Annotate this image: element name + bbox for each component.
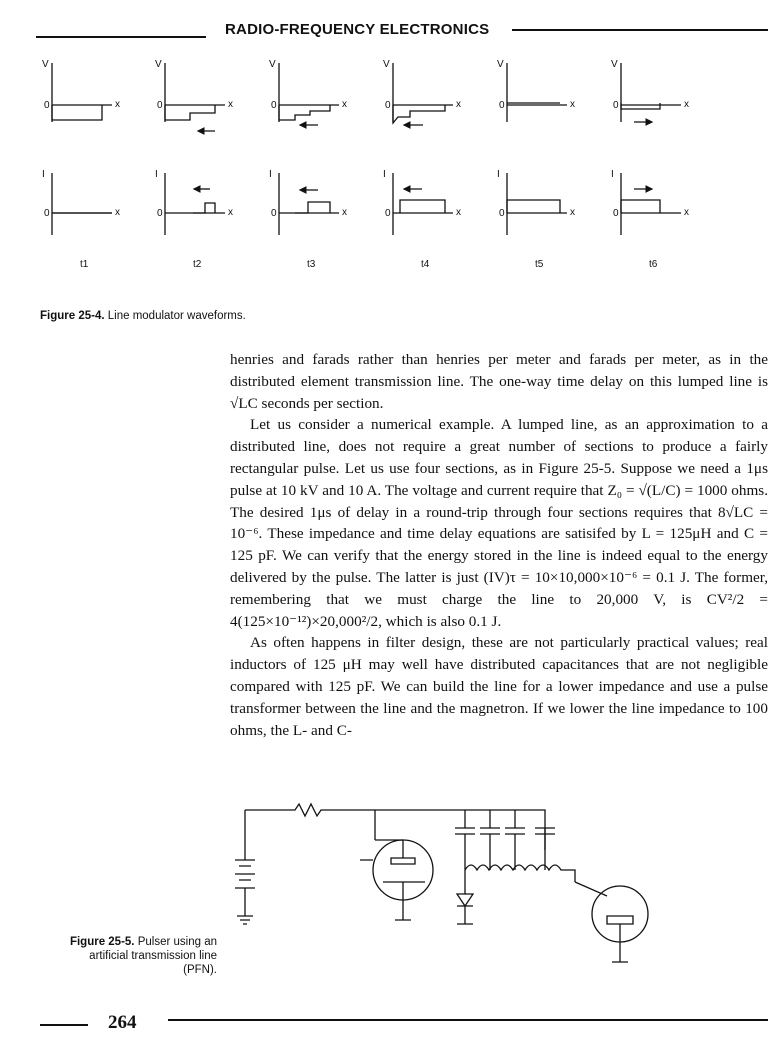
x-axis-label: x — [115, 99, 120, 110]
voltage-waveform — [393, 105, 445, 123]
current-axes — [507, 173, 567, 235]
current-axis-label: I — [611, 169, 614, 180]
ground-symbol — [237, 916, 253, 924]
voltage-axis-label: V — [269, 59, 276, 70]
current-waveform — [400, 200, 445, 213]
time-label: t6 — [649, 259, 658, 270]
current-waveform — [295, 202, 330, 213]
x-axis-label: x — [115, 207, 120, 218]
current-axes — [393, 173, 453, 235]
running-header: RADIO-FREQUENCY ELECTRONICS — [225, 21, 490, 38]
time-label: t1 — [80, 259, 89, 270]
current-waveform — [621, 200, 660, 213]
origin-label: 0 — [385, 208, 391, 219]
origin-label: 0 — [157, 100, 163, 111]
figure-25-5-caption-line1: Pulser using an — [137, 936, 217, 948]
figure-25-5-caption-line3: (PFN). — [183, 964, 217, 976]
x-axis-label: x — [570, 99, 575, 110]
voltage-axis-label: V — [155, 59, 162, 70]
voltage-axes — [393, 63, 453, 122]
current-axes — [621, 173, 681, 235]
current-axis-label: I — [383, 169, 386, 180]
figure-25-4-caption-text: Line modulator waveforms. — [107, 310, 246, 322]
voltage-axis-label: V — [383, 59, 390, 70]
x-axis-label: x — [342, 207, 347, 218]
origin-label: 0 — [613, 100, 619, 111]
paragraph-1: henries and farads rather than henries per meter and farads per meter, as in the distributed element transmission line. The one-way time delay on this lumped line is √LC seconds per section. — [230, 351, 768, 412]
voltage-waveform — [52, 105, 102, 120]
time-label: t4 — [421, 259, 430, 270]
time-label: t3 — [307, 259, 316, 270]
current-waveform — [193, 203, 215, 213]
figure-25-5-caption — [40, 935, 217, 977]
paragraph-2: Let us consider a numerical example. A lumped line, as an approximation to a distributed line, does not require a great number of sections to produce a fairly rectangular pulse. Let us use four sections, as in Figure 25-5. Suppose we need a 1μs pulse at 10 kV and 10 A. The voltage and current require that Z₀ = √(L/C) = 1000 ohms. The desired 1μs of delay in a round-trip through four sections requires that 8√LC = 10⁻⁶. These impedance and time delay equations are satisifed by L = 125μH and C = 125 pF. We can verify that the energy stored in the line is indeed equal to the energy delivered by the pulse. The latter is just (IV)τ = 10×10,000×10⁻⁶ = 0.1 J. The former, remembering that we must charge the line to 20,000 V, is CV²/2 = 4(125×10⁻¹²)×20,000²/2, which is also 0.1 J. — [230, 416, 768, 630]
voltage-axes — [52, 63, 112, 122]
voltage-axes — [507, 63, 567, 122]
x-axis-label: x — [228, 207, 233, 218]
voltage-axis-label: V — [42, 59, 49, 70]
x-axis-label: x — [684, 99, 689, 110]
voltage-axis-label: V — [497, 59, 504, 70]
time-label: t5 — [535, 259, 544, 270]
origin-label: 0 — [271, 100, 277, 111]
time-label: t2 — [193, 259, 202, 270]
current-axis-label: I — [497, 169, 500, 180]
voltage-waveform — [165, 105, 215, 120]
x-axis-label: x — [228, 99, 233, 110]
origin-label: 0 — [499, 100, 505, 111]
figure-25-4-label: Figure 25-4. — [40, 310, 105, 322]
current-axis-label: I — [42, 169, 45, 180]
origin-label: 0 — [44, 100, 50, 111]
x-axis-label: x — [456, 207, 461, 218]
body-text — [230, 349, 768, 741]
current-axis-label: I — [269, 169, 272, 180]
voltage-axes — [621, 63, 681, 122]
x-axis-label: x — [570, 207, 575, 218]
paragraph-3: As often happens in filter design, these are not particularly practical values; real inductors of 125 μH may well have distributed capacitances that are not negligible compared with 125 pF. We can build the line for a lower impedance and use a pulse transformer between the line and the magnetron. If we lower the line impedance to 100 ohms, the L- and C- — [230, 634, 768, 739]
x-axis-label: x — [456, 99, 461, 110]
voltage-axes — [279, 63, 339, 122]
pulser-circuit-diagram — [225, 790, 665, 990]
origin-label: 0 — [44, 208, 50, 219]
capacitor-bank — [455, 810, 555, 870]
x-axis-label: x — [684, 207, 689, 218]
header-rule-left — [36, 36, 206, 38]
origin-label: 0 — [157, 208, 163, 219]
figure-25-5-label: Figure 25-5. — [69, 936, 135, 948]
origin-label: 0 — [271, 208, 277, 219]
current-axis-label: I — [155, 169, 158, 180]
voltage-waveform — [279, 105, 330, 120]
origin-label: 0 — [385, 100, 391, 111]
footer-rule-left — [40, 1024, 88, 1026]
origin-label: 0 — [613, 208, 619, 219]
figure-25-4-caption — [40, 310, 246, 322]
resistor-symbol — [245, 804, 545, 850]
inductor-chain — [465, 865, 575, 882]
battery-symbol — [235, 860, 255, 888]
page-number: 264 — [108, 1012, 137, 1033]
voltage-waveform — [621, 103, 660, 109]
voltage-axis-label: V — [611, 59, 618, 70]
waveform-figure — [0, 45, 720, 285]
current-axes — [52, 173, 112, 235]
figure-25-5-caption-line2: artificial transmission line — [89, 950, 217, 962]
x-axis-label: x — [342, 99, 347, 110]
diode-symbol — [457, 870, 473, 924]
current-axes — [165, 173, 225, 235]
footer-rule-right — [168, 1019, 768, 1021]
header-rule-right — [512, 29, 768, 31]
origin-label: 0 — [499, 208, 505, 219]
current-waveform — [507, 200, 560, 213]
